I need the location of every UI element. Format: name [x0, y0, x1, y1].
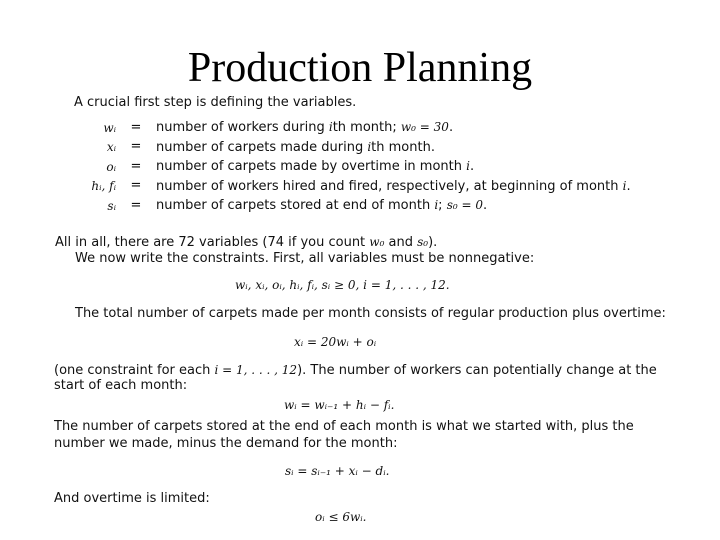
- intro-text: A crucial first step is defining the variables.: [74, 95, 357, 110]
- overtime-equation: oᵢ ≤ 6wᵢ.: [315, 510, 367, 524]
- equals-sign: =: [130, 158, 142, 174]
- slide-title: Production Planning: [187, 45, 533, 91]
- variable-symbol: hᵢ, fᵢ: [91, 179, 116, 193]
- variable-row: [68, 157, 631, 177]
- variable-description: number of workers hired and fired, respectively, at beginning of month i.: [156, 178, 631, 194]
- equals-sign: =: [130, 139, 142, 154]
- equals-sign: =: [130, 178, 142, 193]
- variable-count-text: All in all, there are 72 variables (74 if you count w₀ and s₀).: [55, 235, 438, 250]
- variable-symbol: sᵢ: [107, 198, 116, 213]
- variable-symbol: xᵢ: [106, 140, 116, 154]
- variable-description: number of carpets stored at end of month i; s₀ = 0.: [156, 198, 488, 213]
- variable-description: number of workers during ith month; w₀ = 30.: [156, 120, 454, 135]
- variable-description: number of carpets made during ith month.: [156, 139, 435, 155]
- nonnegativity-equation: wᵢ, xᵢ, oᵢ, hᵢ, fᵢ, sᵢ ≥ 0, i = 1, . . . , 12.: [235, 278, 450, 292]
- storage-text-line-2: number we made, minus the demand for the month:: [54, 436, 398, 451]
- storage-text-line-1: The number of carpets stored at the end of each month is what we started with, plus the: [54, 419, 634, 434]
- variable-row: [68, 118, 631, 138]
- variable-row: [68, 177, 631, 197]
- variable-symbol: wᵢ: [103, 120, 116, 135]
- variable-description: number of carpets made by overtime in month i.: [156, 159, 475, 174]
- nonnegativity-intro: We now write the constraints. First, all variables must be nonnegative:: [75, 251, 535, 266]
- variable-row: [68, 138, 631, 158]
- workers-equation: wᵢ = wᵢ₋₁ + hᵢ − fᵢ.: [284, 398, 395, 412]
- variable-symbol: oᵢ: [106, 159, 116, 174]
- production-equation: xᵢ = 20wᵢ + oᵢ: [294, 335, 377, 349]
- storage-equation: sᵢ = sᵢ₋₁ + xᵢ − dᵢ.: [285, 464, 390, 478]
- production-intro: The total number of carpets made per month consists of regular production plus overtime:: [75, 306, 666, 321]
- workers-text-line-2: start of each month:: [54, 378, 188, 393]
- variables-table: [68, 118, 631, 216]
- workers-text-line-1: (one constraint for each i = 1, . . . , 12). The number of workers can potentially change at the: [54, 363, 657, 378]
- overtime-intro: And overtime is limited:: [54, 491, 210, 506]
- variable-row: [68, 196, 631, 216]
- equals-sign: =: [130, 197, 142, 213]
- equals-sign: =: [130, 119, 142, 135]
